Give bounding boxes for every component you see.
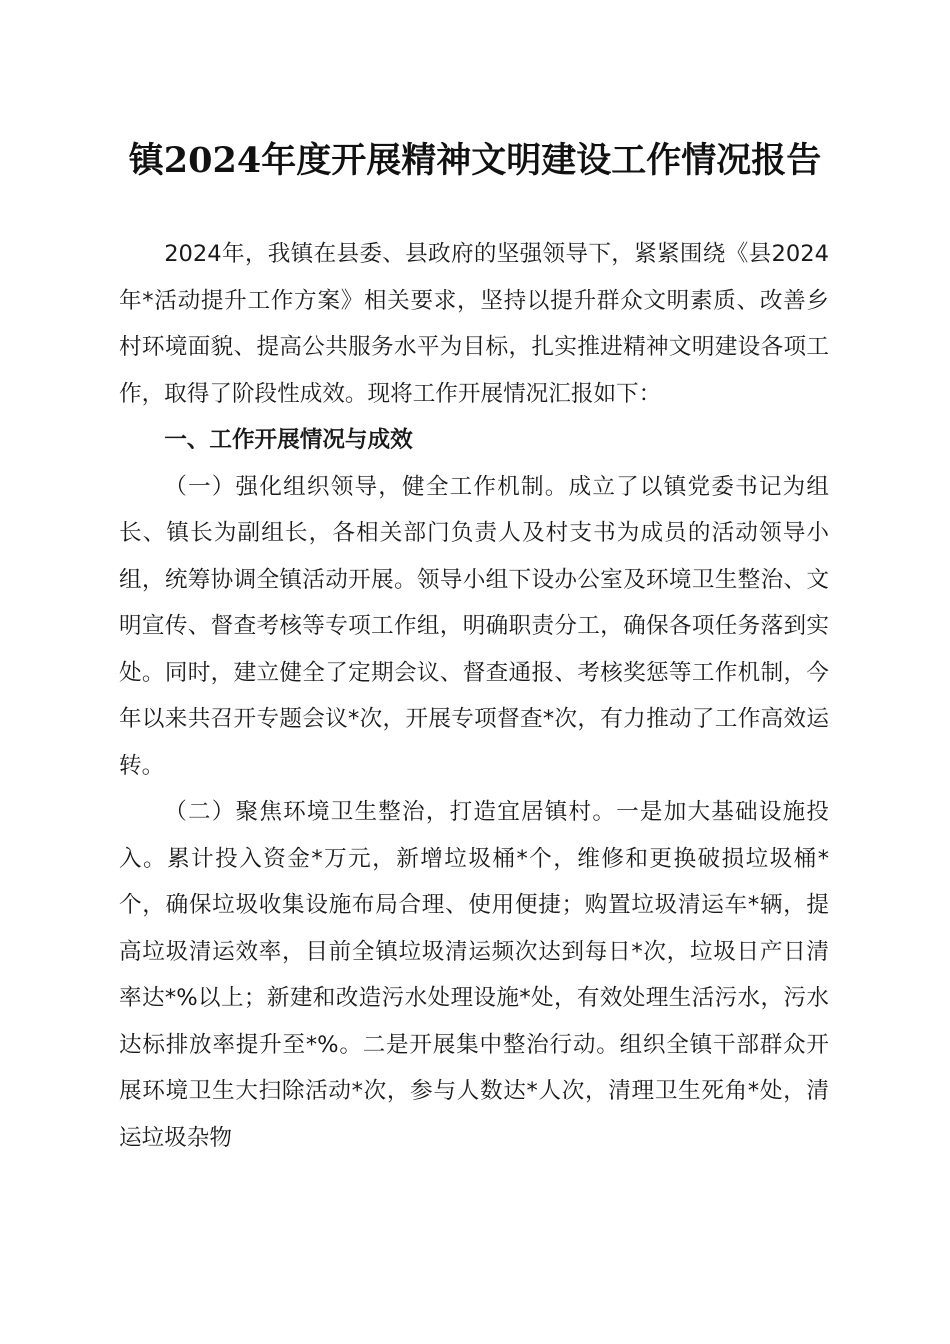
item-2-body: 一是加大基础设施投入。累计投入资金*万元，新增垃圾桶*个，维修和更换破损垃圾桶*个，确保垃圾收集设施布局合理、使用便捷；购置垃圾清运车*辆，提高垃圾清运效率，目前全镇垃圾清运频次达到每日*次，垃圾日产日清率达*%以上；新建和改造污水处理设施*处，有效处理生活污水，污水达标排放率提升至*%。二是开展集中整治行动。组织全镇干部群众开展环境卫生大扫除活动*次，参与人数达*人次，清理卫生死角*处，清运垃圾杂物 — [119, 799, 830, 1151]
item-paragraph-2 — [119, 789, 829, 1161]
document-title: 镇2024年度开展精神文明建设工作情况报告 — [128, 140, 822, 181]
item-1-body: 成立了以镇党委书记为组长、镇长为副组长，各相关部门负责人及村支书为成员的活动领导小组，统筹协调全镇活动开展。领导小组下设办公室及环境卫生整治、文明宣传、督查考核等专项工作组，明确职责分工，确保各项任务落到实处。同时，建立健全了定期会议、督查通报、考核奖惩等工作机制，今年以来共召开专题会议*次，开展专项督查*次，有力推动了工作高效运转。 — [119, 473, 830, 779]
document-body — [119, 231, 829, 1161]
intro-paragraph: 2024年，我镇在县委、县政府的坚强领导下，紧紧围绕《县2024年*活动提升工作方案》相关要求，坚持以提升群众文明素质、改善乡村环境面貌、提高公共服务水平为目标，扎实推进精神文明建设各项工作，取得了阶段性成效。现将工作开展情况汇报如下： — [119, 241, 829, 407]
item-paragraph-1 — [119, 464, 829, 790]
section-heading: 一、工作开展情况与成效 — [164, 427, 413, 453]
item-1-lead: （一）强化组织领导，健全工作机制。 — [164, 473, 569, 500]
item-2-lead: （二）聚焦环境卫生整治，打造宜居镇村。 — [164, 799, 617, 825]
